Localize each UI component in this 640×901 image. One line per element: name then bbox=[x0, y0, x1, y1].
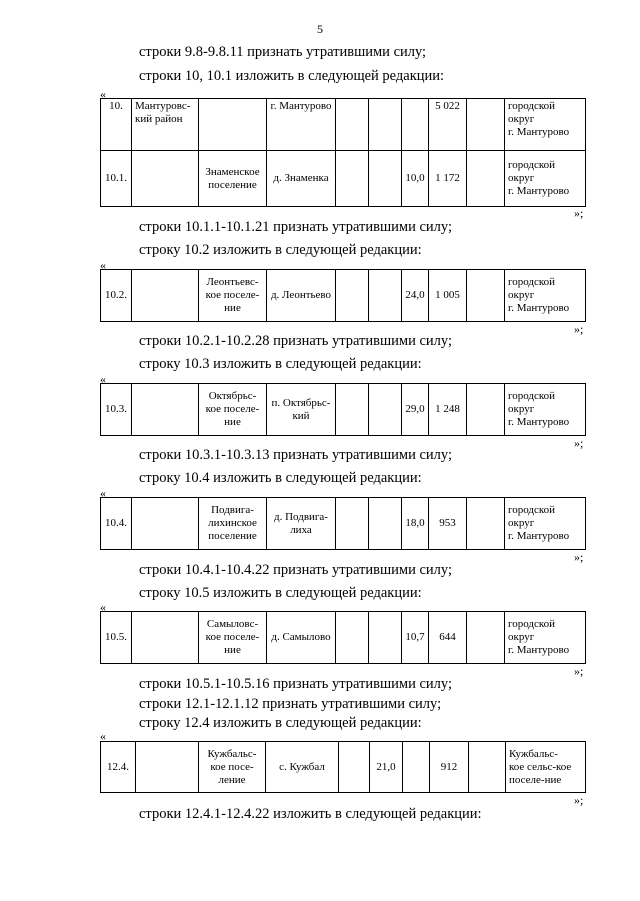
table-row-10-5 bbox=[100, 611, 586, 664]
table-row bbox=[101, 99, 586, 151]
cell-district: Мантуровс- кий район bbox=[132, 99, 199, 151]
cell-municipality: Кужбальс- кое сельс-кое поселе-ние bbox=[506, 742, 586, 793]
paragraph-line: строки 10.1.1-10.1.21 признать утратившими силу; bbox=[139, 219, 452, 235]
cell-empty bbox=[336, 99, 369, 151]
cell-locality: д. Знаменка bbox=[267, 151, 336, 207]
cell-empty bbox=[369, 270, 402, 322]
closing-quote: »; bbox=[574, 550, 584, 564]
cell-empty bbox=[369, 384, 402, 436]
cell-number: 10.5. bbox=[101, 612, 132, 664]
paragraph-line: строки 10, 10.1 изложить в следующей редакции: bbox=[139, 68, 445, 84]
cell-district bbox=[132, 612, 199, 664]
cell-number: 10.3. bbox=[101, 384, 132, 436]
table-row-10-2 bbox=[100, 269, 586, 322]
cell-population: 5 022 bbox=[429, 99, 467, 151]
cell-municipality: городской округ г. Мантурово bbox=[505, 384, 586, 436]
cell-locality: д. Самылово bbox=[267, 612, 336, 664]
cell-locality: д. Подвига- лиха bbox=[267, 498, 336, 550]
paragraph-line: строки 10.4.1-10.4.22 признать утратившими силу; bbox=[139, 562, 452, 578]
paragraph-line: строку 12.4 изложить в следующей редакции: bbox=[139, 715, 422, 731]
cell-locality: д. Леонтьево bbox=[267, 270, 336, 322]
cell-population: 953 bbox=[429, 498, 467, 550]
cell-empty bbox=[339, 742, 370, 793]
paragraph-line: строки 10.2.1-10.2.28 признать утратившими силу; bbox=[139, 333, 452, 349]
cell-settlement: Октябрьс- кое поселе- ние bbox=[199, 384, 267, 436]
cell-municipality: городской округ г. Мантурово bbox=[505, 612, 586, 664]
closing-quote: »; bbox=[574, 664, 584, 678]
table-row bbox=[101, 384, 586, 436]
cell-empty bbox=[369, 151, 402, 207]
opening-quote: « bbox=[100, 87, 106, 101]
cell-locality: г. Мантурово bbox=[267, 99, 336, 151]
table-row-12-4 bbox=[100, 741, 586, 793]
cell-value: 21,0 bbox=[370, 742, 403, 793]
opening-quote: « bbox=[100, 486, 106, 500]
paragraph-line: строку 10.5 изложить в следующей редакции: bbox=[139, 585, 422, 601]
cell-settlement bbox=[199, 99, 267, 151]
cell-number: 10.1. bbox=[101, 151, 132, 207]
closing-quote: »; bbox=[574, 436, 584, 450]
cell-value: 18,0 bbox=[402, 498, 429, 550]
cell-empty bbox=[369, 99, 402, 151]
cell-empty bbox=[467, 99, 505, 151]
cell-empty bbox=[467, 498, 505, 550]
paragraph-line: строки 9.8-9.8.11 признать утратившими силу; bbox=[139, 44, 427, 60]
table-row bbox=[101, 742, 586, 793]
cell-number: 10.2. bbox=[101, 270, 132, 322]
cell-empty bbox=[467, 151, 505, 207]
page-number: 5 bbox=[317, 22, 323, 36]
paragraph-line: строки 10.5.1-10.5.16 признать утратившими силу; bbox=[139, 676, 452, 692]
opening-quote: « bbox=[100, 729, 106, 743]
table-row bbox=[101, 498, 586, 550]
cell-value bbox=[402, 99, 429, 151]
closing-quote: »; bbox=[574, 206, 584, 220]
cell-empty bbox=[336, 384, 369, 436]
cell-district bbox=[136, 742, 199, 793]
table-rows-10-10-1 bbox=[100, 98, 586, 207]
cell-settlement: Знаменское поселение bbox=[199, 151, 267, 207]
cell-municipality: городской округ г. Мантурово bbox=[505, 270, 586, 322]
cell-settlement: Кужбальс- кое посе- ление bbox=[199, 742, 266, 793]
cell-number: 10.4. bbox=[101, 498, 132, 550]
cell-value: 10,7 bbox=[402, 612, 429, 664]
cell-population: 1 005 bbox=[429, 270, 467, 322]
paragraph-line: строку 10.2 изложить в следующей редакции: bbox=[139, 242, 422, 258]
cell-empty bbox=[467, 384, 505, 436]
cell-municipality: городской округ г. Мантурово bbox=[505, 99, 586, 151]
table-row bbox=[101, 612, 586, 664]
opening-quote: « bbox=[100, 600, 106, 614]
cell-empty bbox=[469, 742, 506, 793]
cell-population: 1 172 bbox=[429, 151, 467, 207]
closing-quote: »; bbox=[574, 793, 584, 807]
paragraph-line: строки 10.3.1-10.3.13 признать утратившими силу; bbox=[139, 447, 452, 463]
cell-number: 10. bbox=[101, 99, 132, 151]
cell-district bbox=[132, 151, 199, 207]
cell-number: 12.4. bbox=[101, 742, 136, 793]
cell-empty bbox=[369, 612, 402, 664]
cell-district bbox=[132, 270, 199, 322]
cell-value: 24,0 bbox=[402, 270, 429, 322]
cell-empty bbox=[336, 612, 369, 664]
table-row bbox=[101, 270, 586, 322]
cell-value: 29,0 bbox=[402, 384, 429, 436]
cell-district bbox=[132, 384, 199, 436]
table-row bbox=[101, 151, 586, 207]
cell-value: 10,0 bbox=[402, 151, 429, 207]
cell-empty bbox=[467, 612, 505, 664]
table-row-10-4 bbox=[100, 497, 586, 550]
paragraph-line: строки 12.1-12.1.12 признать утратившими силу; bbox=[139, 696, 442, 712]
paragraph-line: строку 10.3 изложить в следующей редакции: bbox=[139, 356, 422, 372]
cell-empty bbox=[403, 742, 430, 793]
paragraph-line: строки 12.4.1-12.4.22 изложить в следующей редакции: bbox=[139, 806, 482, 822]
table-row-10-3 bbox=[100, 383, 586, 436]
cell-settlement: Леонтьевс- кое поселе- ние bbox=[199, 270, 267, 322]
opening-quote: « bbox=[100, 372, 106, 386]
cell-population: 644 bbox=[429, 612, 467, 664]
cell-empty bbox=[336, 270, 369, 322]
cell-empty bbox=[336, 498, 369, 550]
cell-municipality: городской округ г. Мантурово bbox=[505, 498, 586, 550]
closing-quote: »; bbox=[574, 322, 584, 336]
cell-settlement: Подвига- лихинское поселение bbox=[199, 498, 267, 550]
cell-population: 1 248 bbox=[429, 384, 467, 436]
cell-empty bbox=[467, 270, 505, 322]
opening-quote: « bbox=[100, 258, 106, 272]
cell-locality: п. Октябрьс- кий bbox=[267, 384, 336, 436]
cell-empty bbox=[336, 151, 369, 207]
cell-locality: с. Кужбал bbox=[266, 742, 339, 793]
cell-municipality: городской округ г. Мантурово bbox=[505, 151, 586, 207]
cell-population: 912 bbox=[430, 742, 469, 793]
cell-settlement: Самыловс- кое поселе- ние bbox=[199, 612, 267, 664]
paragraph-line: строку 10.4 изложить в следующей редакции: bbox=[139, 470, 422, 486]
cell-empty bbox=[369, 498, 402, 550]
cell-district bbox=[132, 498, 199, 550]
